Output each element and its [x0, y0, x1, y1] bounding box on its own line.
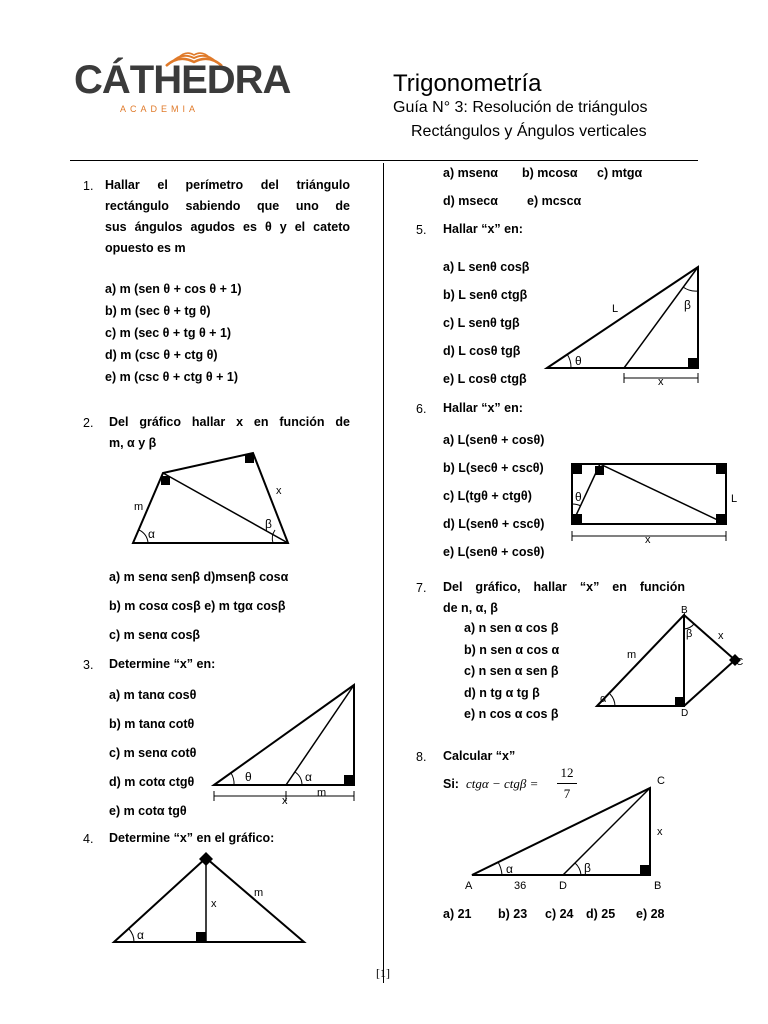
q4-option-d[interactable]: d) msecα — [443, 194, 498, 208]
q4-label-m: m — [254, 887, 264, 899]
q5-option-d[interactable]: d) L cosθ tgβ — [443, 344, 521, 358]
q6-label-x: x — [645, 534, 651, 546]
q6-options — [443, 433, 544, 573]
q2-label-beta: β — [265, 517, 272, 531]
q8-label-D: D — [559, 880, 567, 892]
q4-label-x: x — [211, 898, 217, 910]
q1-option-d[interactable]: d) m (csc θ + ctg θ) — [105, 348, 218, 362]
header-rule — [70, 160, 698, 161]
q6-option-d[interactable]: d) L(senθ + cscθ) — [443, 517, 545, 531]
q7-label-D: D — [681, 708, 689, 719]
q4-option-e[interactable]: e) mcscα — [527, 194, 582, 208]
q4-number: 4. — [83, 832, 94, 846]
q6-figure — [570, 462, 745, 547]
q8-text: Calcular “x” — [443, 749, 516, 763]
q3-option-c[interactable]: c) m senα cotθ — [109, 746, 197, 760]
q7-figure — [595, 603, 755, 723]
q2-label-x: x — [276, 485, 282, 497]
q8-option-e[interactable]: e) 28 — [636, 907, 665, 921]
q3-label-alpha: α — [305, 770, 312, 784]
q3-text: Determine “x” en: — [109, 657, 216, 671]
q7-label-m: m — [627, 649, 637, 661]
q3-label-x: x — [282, 795, 288, 807]
q6-label-L: L — [731, 493, 738, 505]
q8-option-c[interactable]: c) 24 — [545, 907, 574, 921]
q5-label-theta: θ — [575, 354, 582, 368]
q1-options — [105, 282, 241, 392]
q5-label-beta: β — [684, 298, 691, 312]
q8-label-A: A — [465, 880, 473, 892]
q5-option-e[interactable]: e) L cosθ ctgβ — [443, 372, 527, 386]
q2-option-row-3[interactable]: c) m senα cosβ — [109, 628, 201, 642]
q2-option-row-1[interactable]: a) m senα senβ d)msenβ cosα — [109, 570, 289, 584]
q5-label-L: L — [612, 303, 619, 315]
q4-figure — [112, 852, 307, 947]
q8-option-a[interactable]: a) 21 — [443, 907, 472, 921]
q3-option-b[interactable]: b) m tanα cotθ — [109, 717, 195, 731]
q3-option-a[interactable]: a) m tanα cosθ — [109, 688, 197, 702]
q6-number: 6. — [416, 402, 427, 416]
q5-option-a[interactable]: a) L senθ cosβ — [443, 260, 530, 274]
q8-option-d[interactable]: d) 25 — [586, 907, 616, 921]
q3-number: 3. — [83, 658, 94, 672]
q5-text: Hallar “x” en: — [443, 222, 523, 236]
q7-option-a[interactable]: a) n sen α cos β — [464, 621, 559, 635]
logo — [74, 48, 291, 120]
q7-label-x: x — [718, 630, 724, 642]
q7-text: Del gráfico, hallar “x” en función de n, α, β — [443, 580, 685, 615]
q1-option-b[interactable]: b) m (sec θ + tg θ) — [105, 304, 211, 318]
page-number: [1] — [376, 966, 390, 980]
q8-label-B: B — [654, 880, 662, 892]
q3-figure — [212, 683, 357, 808]
q5-figure — [543, 265, 703, 390]
q2-number: 2. — [83, 416, 94, 430]
q6-label-theta: θ — [575, 490, 582, 504]
q7-options — [464, 621, 559, 729]
q7-option-d[interactable]: d) n tg α tg β — [464, 685, 540, 700]
q1-text: Hallar el perímetro del triángulo rectángulo sabiendo que uno de sus ángulos agudos es θ y el cateto opuesto es m — [105, 178, 350, 255]
q3-options — [109, 688, 196, 833]
q8-label-beta: β — [584, 861, 591, 875]
q4-option-b[interactable]: b) mcosα — [522, 166, 578, 180]
guide-subtitle: Rectángulos y Ángulos verticales — [411, 123, 647, 140]
q5-options — [443, 260, 529, 400]
page-title: Trigonometría — [393, 70, 542, 97]
q2-option-row-2[interactable]: b) m cosα cosβ e) m tgα cosβ — [109, 599, 286, 613]
q7-label-beta: β — [686, 628, 693, 640]
q2-text: Del gráfico hallar x en función de m, α y β — [109, 415, 350, 450]
q6-option-a[interactable]: a) L(senθ + cosθ) — [443, 433, 545, 447]
q6-option-b[interactable]: b) L(secθ + cscθ) — [443, 461, 544, 475]
q7-label-B: B — [681, 605, 688, 616]
q4-option-c[interactable]: c) mtgα — [597, 166, 643, 180]
q5-label-x: x — [658, 376, 664, 388]
q4-text: Determine “x” en el gráfico: — [109, 831, 275, 845]
q6-option-e[interactable]: e) L(senθ + cosθ) — [443, 545, 545, 559]
q2-right-angle-mark-2 — [245, 454, 254, 463]
q3-label-theta: θ — [245, 770, 252, 784]
q7-number: 7. — [416, 581, 427, 595]
q8-number: 8. — [416, 750, 427, 764]
q7-option-e[interactable]: e) n cos α cos β — [464, 707, 559, 721]
q8-si: Si: — [443, 777, 459, 791]
logo-word-a: CÁTH — [74, 58, 182, 102]
q3-label-m: m — [317, 787, 327, 799]
q8-option-b[interactable]: b) 23 — [498, 907, 528, 921]
q3-option-e[interactable]: e) m cotα tgθ — [109, 804, 187, 818]
q2-label-alpha: α — [148, 527, 155, 541]
logo-word-b: EDRA — [181, 58, 291, 102]
q8-fraction-numerator: 12 — [560, 765, 574, 780]
q6-option-c[interactable]: c) L(tgθ + ctgθ) — [443, 489, 532, 503]
q7-label-C: C — [736, 657, 744, 668]
q6-text: Hallar “x” en: — [443, 401, 523, 415]
q8-formula: ctgα − ctgβ = — [466, 776, 539, 791]
q3-option-d[interactable]: d) m cotα ctgθ — [109, 775, 195, 789]
q1-number: 1. — [83, 179, 94, 193]
q1-option-c[interactable]: c) m (sec θ + tg θ + 1) — [105, 326, 232, 340]
q8-figure — [460, 775, 670, 893]
q4-option-a[interactable]: a) msenα — [443, 166, 498, 180]
guide-title: Guía N° 3: Resolución de triángulos — [393, 99, 648, 116]
q5-option-c[interactable]: c) L senθ tgβ — [443, 316, 520, 330]
q1-option-e[interactable]: e) m (csc θ + ctg θ + 1) — [105, 370, 239, 384]
q8-label-C: C — [657, 775, 665, 787]
q1-option-a[interactable]: a) m (sen θ + cos θ + 1) — [105, 282, 242, 296]
logo-sub: ACADEMIA — [120, 104, 200, 114]
q7-option-c[interactable]: c) n sen α sen β — [464, 664, 559, 678]
q8-label-36: 36 — [514, 880, 527, 892]
q7-label-alpha: α — [600, 693, 607, 705]
q8-label-x: x — [657, 826, 663, 838]
q2-figure — [128, 448, 328, 558]
q7-option-b[interactable]: b) n sen α cos α — [464, 642, 560, 657]
q5-number: 5. — [416, 223, 427, 237]
q4-label-alpha: α — [137, 928, 144, 942]
q2-options — [109, 570, 288, 657]
q2-right-angle-mark — [161, 476, 170, 485]
column-divider — [383, 163, 384, 983]
q8-fraction-denominator: 7 — [557, 783, 577, 802]
q5-option-b[interactable]: b) L senθ ctgβ — [443, 288, 528, 302]
q2-label-m: m — [134, 501, 144, 513]
q8-label-alpha: α — [506, 862, 513, 876]
